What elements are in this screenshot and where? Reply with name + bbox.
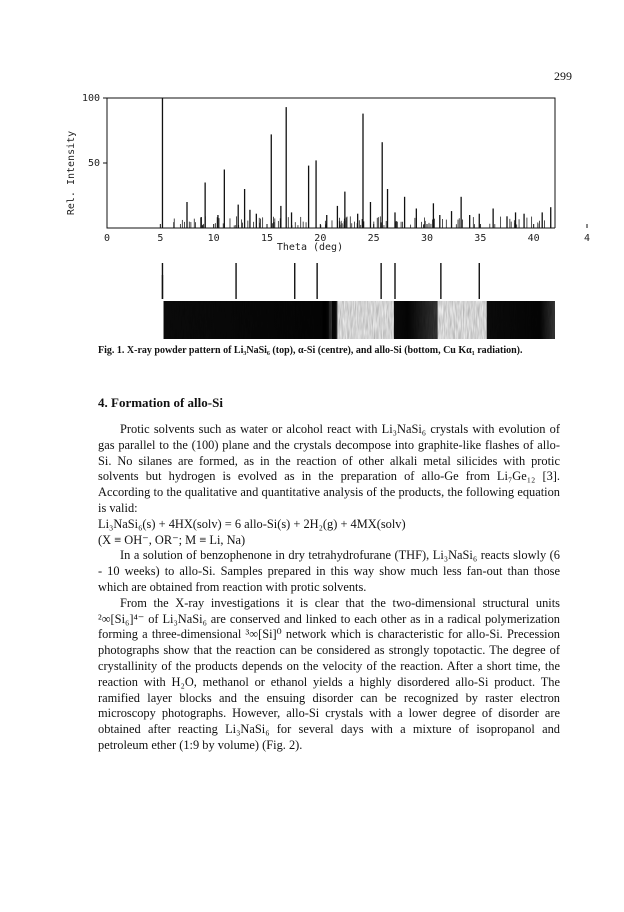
caption-text: X-ray powder pattern of Li₃NaSi₆ (top), α-Si (centre), and allo-Si (bottom, Cu Kα₁ radiation). xyxy=(124,345,523,356)
x-tick-label: 5 xyxy=(157,233,164,244)
section-heading: 4. Formation of allo-Si xyxy=(98,395,223,410)
film-grain xyxy=(164,301,555,339)
paragraph-1: Protic solvents such as water or alcohol react with Li₃NaSi₆ crystals with evolution of gas parallel to the (100) plane and the crystals decompose into graphite-like flashes of allo-Si. No silanes are formed, as in the reaction of other alkali metal silicides with protic solvents but hydrogen is evolved as in the preparation of allo-Ge from Li₇Ge₁₂ [3]. According to the qualitative and quantitative analysis of the products, the following equation is valid: xyxy=(98,422,560,515)
y-axis-label: Rel. Intensity xyxy=(66,130,77,216)
y-tick-label: 50 xyxy=(87,158,100,169)
x-tick-label: 10 xyxy=(207,233,220,244)
y-tick-label: 100 xyxy=(81,93,100,104)
plot-axes xyxy=(107,98,555,228)
x-axis-label: Theta (deg) xyxy=(276,242,344,253)
caption-label: Fig. 1. xyxy=(98,345,125,356)
x-tick-label: 40 xyxy=(527,233,540,244)
x-tick-label: 20 xyxy=(314,233,327,244)
x-tick-label: 30 xyxy=(420,233,434,244)
body-text xyxy=(98,422,560,754)
x-tick-label: 35 xyxy=(474,233,487,244)
x-tick-label: 25 xyxy=(367,233,380,244)
equation-1-conditions: (X ≡ OH⁻, OR⁻; M ≡ Li, Na) xyxy=(98,532,246,547)
x-tick-label: 4 xyxy=(583,233,591,244)
xrd-strip-panel xyxy=(60,255,560,340)
x-tick-label: 15 xyxy=(260,233,274,244)
xrd-plot-li3nasi6 xyxy=(60,88,591,253)
page-number: 299 xyxy=(554,69,572,83)
paragraph-3: From the X-ray investigations it is clear that the two-dimensional structural units ²∞[Si₆]⁴⁻ of Li₃NaSi₆ are conserved and linked to each other as in a radical polymerization forming a three-dimensional ³∞[Si]⁰ network which is characteristic for allo-Si. Precession photographs show that the reaction can be considered as strongly topotactic. The degree of crystallinity of the products depends on the velocity of the reaction. After a short time, the reaction with H₂O, methanol or ethanol yields a highly disordered allo-Si product. The ramified layer blocks and the ensuing disorder can be recognized by raster electron microscopy photographs. However, allo-Si crystals with a lower degree of disorder are obtained after reacting Li₃NaSi₆ for several days with a mixture of isopropanol and petroleum ether (1:9 by volume) (Fig. 2). xyxy=(98,595,560,752)
equation-1: Li₃NaSi₆(s) + 4HX(solv) = 6 allo-Si(s) + 2H₂(g) + 4MX(solv) xyxy=(98,516,406,531)
paragraph-2: In a solution of benzophenone in dry tetrahydrofurane (THF), Li₃NaSi₆ reacts slowly (6 - 10 weeks) to allo-Si. Samples prepared in this way show much less fan-out than those which are obtained from reaction with protic solvents. xyxy=(98,548,560,594)
figure-caption xyxy=(98,344,568,358)
x-tick-label: 0 xyxy=(103,233,111,244)
